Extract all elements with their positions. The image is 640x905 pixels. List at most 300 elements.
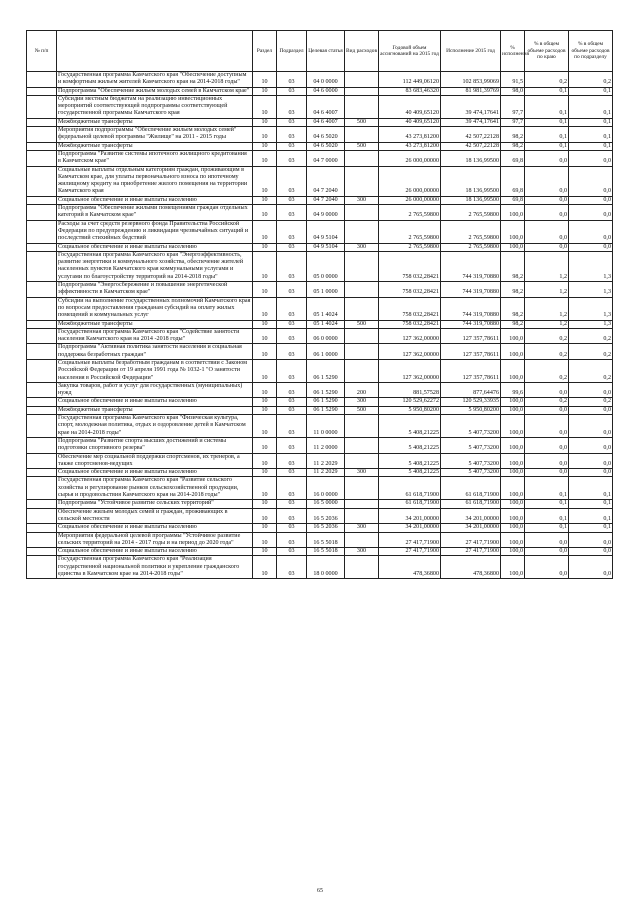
row-expense-type [345,205,379,221]
row-plan: 43 273,81200 [379,127,441,143]
row-execution: 120 529,33935 [441,398,501,406]
row-target-article: 05 1 4024 [307,320,345,328]
row-plan: 127 362,00000 [379,328,441,344]
row-expense-type [345,359,379,382]
row-target-article: 04 6 5020 [307,142,345,150]
row-expense-type: 300 [345,196,379,204]
row-expense-type [345,72,379,88]
row-share-section: 0,0 [569,382,613,398]
row-podrazdel: 03 [277,524,307,532]
row-percent: 100,0 [501,205,525,221]
row-percent: 99,6 [501,382,525,398]
table-row [27,127,613,143]
row-plan: 758 032,28421 [379,320,441,328]
row-target-article: 05 0 0000 [307,251,345,281]
row-razdel: 10 [253,166,277,196]
row-share-total: 0,0 [525,556,569,579]
row-num [27,398,57,406]
row-percent: 100,0 [501,500,525,508]
row-num [27,328,57,344]
table-row [27,150,613,166]
row-podrazdel: 03 [277,150,307,166]
row-percent: 100,0 [501,453,525,469]
row-podrazdel: 03 [277,382,307,398]
row-num [27,251,57,281]
row-target-article: 16 5 5018 [307,532,345,548]
row-expense-type [345,127,379,143]
row-target-article: 11 2 0000 [307,437,345,453]
row-expense-type: 500 [345,142,379,150]
row-target-article: 04 7 0000 [307,150,345,166]
row-razdel: 10 [253,382,277,398]
row-num [27,297,57,320]
row-name: Обеспечение мер социальной поддержки спортсменов, их тренеров, а также спортсменов-ведущих [57,453,253,469]
row-name: Социальное обеспечение и иные выплаты населению [57,524,253,532]
row-percent: 100,0 [501,469,525,477]
row-plan: 61 618,71900 [379,477,441,500]
row-share-section: 0,0 [569,556,613,579]
row-num [27,95,57,118]
table-row [27,469,613,477]
row-percent: 100,0 [501,243,525,251]
row-podrazdel: 03 [277,297,307,320]
row-percent: 98,2 [501,282,525,298]
table-row [27,556,613,579]
row-share-section: 0,0 [569,415,613,438]
row-razdel: 10 [253,415,277,438]
row-target-article: 11 2 2029 [307,453,345,469]
row-percent: 98,2 [501,142,525,150]
row-share-total: 0,0 [525,150,569,166]
row-name: Субсидии местным бюджетам на реализацию инвестиционных мероприятий соответствующей подпрограммы соответствующей государственной программы Камчатского края [57,95,253,118]
row-target-article: 11 0 0000 [307,415,345,438]
row-plan: 40 409,65120 [379,118,441,126]
row-razdel: 10 [253,205,277,221]
row-share-section: 0,1 [569,500,613,508]
row-plan: 758 032,28421 [379,282,441,298]
row-expense-type [345,282,379,298]
row-execution: 127 357,78611 [441,344,501,360]
row-razdel: 10 [253,328,277,344]
row-share-total: 0,0 [525,437,569,453]
row-execution: 127 357,78611 [441,359,501,382]
row-name: Социальное обеспечение и иные выплаты населению [57,548,253,556]
row-num [27,243,57,251]
table-row [27,477,613,500]
row-name: Подпрограмма "Развитие спорта высших достижений и системы подготовки спортивного резерва" [57,437,253,453]
row-plan: 478,36800 [379,556,441,579]
row-expense-type [345,297,379,320]
row-podrazdel: 03 [277,196,307,204]
row-percent: 100,0 [501,220,525,243]
row-plan: 26 000,00000 [379,196,441,204]
page-number: 65 [317,888,323,894]
row-podrazdel: 03 [277,415,307,438]
row-name: Подпрограмма "Активная политика занятости населения и социальная поддержка безработных граждан" [57,344,253,360]
row-podrazdel: 03 [277,508,307,524]
row-razdel: 10 [253,469,277,477]
row-name: Государственная программа Камчатского края "Энергоэффективность, развитие энергетики и коммунального хозяйства, обеспечение жителей населенных пунктов Камчатского края коммунальными услугами и услугами по благоустройству территорий на 2014-2018 годы" [57,251,253,281]
row-share-section: 0,0 [569,453,613,469]
row-num [27,469,57,477]
row-execution: 877,64476 [441,382,501,398]
row-expense-type: 200 [345,382,379,398]
row-podrazdel: 03 [277,127,307,143]
row-execution: 744 319,70880 [441,282,501,298]
row-razdel: 10 [253,556,277,579]
row-execution: 5 407,73200 [441,437,501,453]
row-podrazdel: 03 [277,205,307,221]
row-percent: 98,2 [501,251,525,281]
row-percent: 100,0 [501,437,525,453]
table-row [27,453,613,469]
row-razdel: 10 [253,344,277,360]
table-row [27,95,613,118]
row-razdel: 10 [253,320,277,328]
row-expense-type [345,344,379,360]
row-name: Обеспечение жильем молодых семей и граждан, проживающих в сельской местности [57,508,253,524]
row-share-total: 0,1 [525,477,569,500]
row-podrazdel: 03 [277,118,307,126]
header-razdel: Раздел [253,31,277,72]
row-expense-type [345,150,379,166]
row-expense-type [345,251,379,281]
row-share-total: 0,1 [525,508,569,524]
row-num [27,320,57,328]
row-percent: 98,0 [501,87,525,95]
row-num [27,500,57,508]
row-expense-type [345,220,379,243]
row-percent: 100,0 [501,328,525,344]
row-execution: 5 950,80200 [441,406,501,414]
row-execution: 18 136,99500 [441,150,501,166]
row-name: Государственная программа Камчатского края "Обеспечение доступным и комфортным жильем жителей Камчатского края на 2014-2018 годы" [57,72,253,88]
row-share-section: 0,0 [569,406,613,414]
row-razdel: 10 [253,437,277,453]
row-num [27,477,57,500]
row-target-article: 06 1 5290 [307,398,345,406]
row-execution: 102 853,99069 [441,72,501,88]
row-num [27,548,57,556]
row-share-total: 1,2 [525,282,569,298]
row-name: Мероприятия подпрограммы "Обеспечение жильем молодых семей" федеральной целевой программы "Жилище" на 2011 - 2015 годы [57,127,253,143]
row-percent: 69,8 [501,166,525,196]
row-podrazdel: 03 [277,320,307,328]
row-percent: 100,0 [501,508,525,524]
row-execution: 39 474,17641 [441,118,501,126]
row-share-total: 0,0 [525,382,569,398]
row-expense-type [345,556,379,579]
row-percent: 98,2 [501,297,525,320]
row-podrazdel: 03 [277,72,307,88]
row-execution: 744 319,70880 [441,251,501,281]
row-name: Государственная программа Камчатского края "Развитие сельского хозяйства и регулирование рынков сельскохозяйственной продукции, сырья и продовольствия Камчатского края на 2014-2018 годы" [57,477,253,500]
row-share-section: 0,1 [569,87,613,95]
table-row [27,142,613,150]
row-expense-type: 500 [345,118,379,126]
row-num [27,382,57,398]
row-podrazdel: 03 [277,220,307,243]
row-podrazdel: 03 [277,243,307,251]
row-num [27,508,57,524]
header-target-article: Целевая статья [307,31,345,72]
row-execution: 2 765,59800 [441,205,501,221]
row-percent: 100,0 [501,477,525,500]
table-body [27,72,613,579]
row-razdel: 10 [253,72,277,88]
row-share-section: 0,1 [569,508,613,524]
row-execution: 2 765,59800 [441,243,501,251]
row-podrazdel: 03 [277,406,307,414]
row-share-section: 0,0 [569,196,613,204]
table-row [27,406,613,414]
row-plan: 2 765,59800 [379,205,441,221]
row-execution: 61 618,71900 [441,500,501,508]
row-target-article: 04 6 0000 [307,87,345,95]
row-razdel: 10 [253,524,277,532]
row-name: Социальные выплаты отдельным категориям граждан, проживающим в Камчатском крае, для уплаты первоначального взноса по ипотечному жилищному кредиту на приобретение жилого помещения на территории Камчатского края [57,166,253,196]
row-podrazdel: 03 [277,469,307,477]
row-podrazdel: 03 [277,282,307,298]
header-name [57,31,253,72]
row-name: Межбюджетные трансферты [57,118,253,126]
row-razdel: 10 [253,282,277,298]
row-share-section: 0,0 [569,532,613,548]
row-plan: 127 362,00000 [379,359,441,382]
row-num [27,437,57,453]
row-execution: 81 981,39769 [441,87,501,95]
row-share-section: 0,1 [569,142,613,150]
row-share-total: 0,2 [525,328,569,344]
row-target-article: 05 1 0000 [307,282,345,298]
row-razdel: 10 [253,406,277,414]
row-name: Социальное обеспечение и иные выплаты населению [57,196,253,204]
row-num [27,205,57,221]
table-row [27,508,613,524]
table-row [27,500,613,508]
row-target-article: 16 5 2036 [307,524,345,532]
row-execution: 39 474,17641 [441,95,501,118]
row-execution: 42 507,22128 [441,127,501,143]
row-share-total: 0,2 [525,359,569,382]
row-podrazdel: 03 [277,87,307,95]
row-num [27,556,57,579]
row-podrazdel: 03 [277,398,307,406]
row-razdel: 10 [253,87,277,95]
row-plan: 2 765,59800 [379,220,441,243]
row-name: Подпрограмма "Обеспечение жилыми помещениями граждан отдельных категорий в Камчатском крае" [57,205,253,221]
table-row [27,166,613,196]
row-execution: 744 319,70880 [441,297,501,320]
row-target-article: 05 1 4024 [307,297,345,320]
row-expense-type: 500 [345,320,379,328]
row-percent: 100,0 [501,415,525,438]
row-share-section: 0,2 [569,72,613,88]
row-razdel: 10 [253,548,277,556]
row-expense-type [345,415,379,438]
table-row [27,251,613,281]
row-target-article: 16 5 0000 [307,500,345,508]
row-percent: 69,8 [501,196,525,204]
row-share-total: 0,2 [525,344,569,360]
row-razdel: 10 [253,297,277,320]
row-expense-type [345,87,379,95]
row-execution: 5 407,73200 [441,453,501,469]
table-row [27,118,613,126]
row-expense-type [345,328,379,344]
row-num [27,453,57,469]
row-share-total: 0,0 [525,406,569,414]
table-header-row [27,31,613,72]
row-share-section: 1,3 [569,251,613,281]
row-expense-type [345,453,379,469]
row-target-article: 04 9 5104 [307,220,345,243]
row-plan: 43 273,81200 [379,142,441,150]
row-name: Межбюджетные трансферты [57,320,253,328]
row-expense-type: 300 [345,398,379,406]
row-num [27,142,57,150]
row-razdel: 10 [253,453,277,469]
row-expense-type [345,477,379,500]
row-share-total: 1,2 [525,251,569,281]
row-name: Государственная программа Камчатского края "Физическая культура, спорт, молодежная политика, отдых и оздоровление детей в Камчатском крае на 2014-2018 годы" [57,415,253,438]
row-podrazdel: 03 [277,437,307,453]
row-share-section: 0,1 [569,524,613,532]
row-plan: 26 000,00000 [379,150,441,166]
row-num [27,220,57,243]
row-share-total: 0,2 [525,72,569,88]
table-row [27,359,613,382]
row-plan: 127 362,00000 [379,344,441,360]
row-execution: 18 136,99500 [441,196,501,204]
row-name: Подпрограмма "Обеспечение жильем молодых семей в Камчатском крае" [57,87,253,95]
row-share-section: 0,1 [569,118,613,126]
row-podrazdel: 03 [277,500,307,508]
row-razdel: 10 [253,508,277,524]
row-share-section: 1,3 [569,297,613,320]
row-expense-type [345,508,379,524]
row-name: Подпрограмма "Развитие системы ипотечного жилищного кредитования в Камчатском крае" [57,150,253,166]
table-row [27,398,613,406]
row-share-section: 0,2 [569,328,613,344]
row-percent: 100,0 [501,548,525,556]
row-target-article: 18 0 0000 [307,556,345,579]
row-share-total: 0,0 [525,205,569,221]
row-percent: 100,0 [501,556,525,579]
row-execution: 42 507,22128 [441,142,501,150]
row-share-total: 0,0 [525,548,569,556]
row-razdel: 10 [253,220,277,243]
row-num [27,344,57,360]
row-share-section: 0,2 [569,359,613,382]
table-row [27,320,613,328]
row-expense-type [345,437,379,453]
row-share-total: 0,1 [525,127,569,143]
row-razdel: 10 [253,95,277,118]
row-razdel: 10 [253,118,277,126]
row-percent: 91,5 [501,72,525,88]
header-share-total: % в общем объеме расходов по краю [525,31,569,72]
table-row [27,524,613,532]
row-name: Подпрограмма "Энергосбережение и повышение энергетической эффективности в Камчатском крае" [57,282,253,298]
row-share-total: 0,0 [525,243,569,251]
row-execution: 27 417,71900 [441,548,501,556]
row-target-article: 06 0 0000 [307,328,345,344]
row-razdel: 10 [253,359,277,382]
row-name: Социальное обеспечение и иные выплаты населению [57,243,253,251]
row-name: Социальные выплаты безработным гражданам в соответствии с Законом Российской Федерации от 19 апреля 1991 года № 1032-1 "О занятости населения в Российской Федерации" [57,359,253,382]
row-razdel: 10 [253,532,277,548]
row-name: Социальное обеспечение и иные выплаты населению [57,398,253,406]
row-podrazdel: 03 [277,556,307,579]
table-row [27,297,613,320]
row-share-section: 0,0 [569,166,613,196]
header-share-section: % в общем объеме расходов по подразделу [569,31,613,72]
row-share-section: 1,3 [569,320,613,328]
row-plan: 2 765,59800 [379,243,441,251]
row-share-total: 0,0 [525,532,569,548]
row-share-total: 0,1 [525,118,569,126]
row-target-article: 06 1 5290 [307,359,345,382]
row-name: Мероприятия федеральной целевой программы "Устойчивое развитие сельских территорий на 2014 - 2017 годы и на период до 2020 года" [57,532,253,548]
row-podrazdel: 03 [277,532,307,548]
row-plan: 34 201,00000 [379,524,441,532]
row-razdel: 10 [253,243,277,251]
row-share-section: 0,1 [569,95,613,118]
row-plan: 26 000,00000 [379,166,441,196]
row-share-section: 0,0 [569,150,613,166]
row-execution: 61 618,71900 [441,477,501,500]
row-execution: 2 765,59800 [441,220,501,243]
table-row [27,548,613,556]
row-num [27,166,57,196]
row-share-total: 0,0 [525,415,569,438]
table-row [27,220,613,243]
row-share-total: 0,1 [525,142,569,150]
row-percent: 100,0 [501,398,525,406]
row-podrazdel: 03 [277,142,307,150]
row-execution: 34 201,00000 [441,508,501,524]
row-num [27,72,57,88]
row-podrazdel: 03 [277,251,307,281]
row-share-total: 0,1 [525,524,569,532]
row-execution: 478,36800 [441,556,501,579]
row-target-article: 04 6 4007 [307,95,345,118]
row-expense-type: 300 [345,469,379,477]
row-plan: 112 449,06120 [379,72,441,88]
table-row [27,282,613,298]
row-execution: 5 407,73200 [441,415,501,438]
row-name: Государственная программа Камчатского края "Реализация государственной национальной политики и укрепление гражданского единства в Камчатском крае на 2014-2018 годы" [57,556,253,579]
row-share-total: 1,2 [525,320,569,328]
row-razdel: 10 [253,150,277,166]
row-expense-type [345,532,379,548]
row-plan: 5 408,21225 [379,437,441,453]
row-share-section: 0,2 [569,344,613,360]
row-podrazdel: 03 [277,328,307,344]
table-row [27,205,613,221]
row-percent: 97,7 [501,118,525,126]
row-plan: 758 032,28421 [379,297,441,320]
row-target-article: 06 1 0000 [307,344,345,360]
row-razdel: 10 [253,500,277,508]
row-expense-type: 300 [345,524,379,532]
row-podrazdel: 03 [277,95,307,118]
row-target-article: 16 5 2036 [307,508,345,524]
row-num [27,359,57,382]
row-share-section: 0,0 [569,243,613,251]
row-name: Закупка товаров, работ и услуг для государственных (муниципальных) нужд [57,382,253,398]
